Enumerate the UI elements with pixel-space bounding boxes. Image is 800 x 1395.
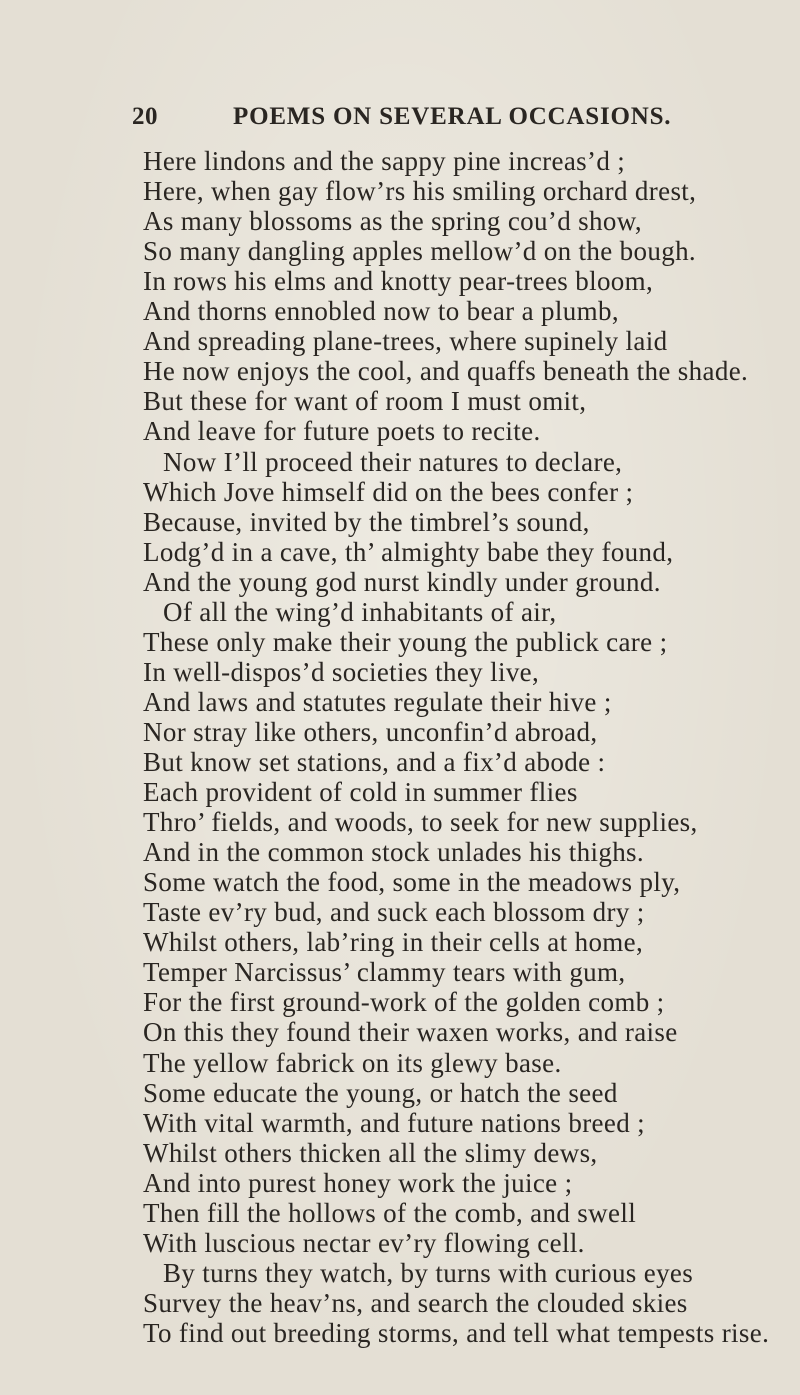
poem-line: Which Jove himself did on the bees confer ; — [143, 477, 634, 507]
poem-line: Survey the heav’ns, and search the clouded skies — [143, 1288, 688, 1318]
poem-line: Some watch the food, some in the meadows ply, — [143, 867, 681, 897]
poem-line: By turns they watch, by turns with curious eyes — [163, 1258, 694, 1288]
poem-line: Here lindons and the sappy pine increas’d ; — [143, 146, 626, 176]
poem-line: And the young god nurst kindly under ground. — [143, 567, 661, 597]
poem-line: For the first ground-work of the golden comb ; — [143, 987, 665, 1017]
poem-line: And into purest honey work the juice ; — [143, 1168, 573, 1198]
poem-line: So many dangling apples mellow’d on the bough. — [143, 236, 697, 266]
poem-line: Now I’ll proceed their natures to declare, — [163, 447, 623, 477]
poem-line: And laws and statutes regulate their hive ; — [143, 687, 612, 717]
poem-line: Because, invited by the timbrel’s sound, — [143, 507, 590, 537]
poem-line: Nor stray like others, unconfin’d abroad, — [143, 717, 598, 747]
poem-line: Of all the wing’d inhabitants of air, — [163, 597, 557, 627]
poem-line: Whilst others, lab’ring in their cells at home, — [143, 927, 644, 957]
poem-line: Thro’ fields, and woods, to seek for new supplies, — [143, 807, 698, 837]
poem-line: Taste ev’ry bud, and suck each blossom dry ; — [143, 897, 645, 927]
poem-line: Temper Narcissus’ clammy tears with gum, — [143, 957, 626, 987]
poem-line: These only make their young the publick care ; — [143, 627, 668, 657]
running-title: POEMS ON SEVERAL OCCASIONS. — [233, 103, 672, 130]
poem-line: With luscious nectar ev’ry flowing cell. — [143, 1228, 585, 1258]
poem-line: Then fill the hollows of the comb, and swell — [143, 1198, 637, 1228]
page-number: 20 — [132, 103, 158, 130]
poem-line: In rows his elms and knotty pear-trees bloom, — [143, 266, 654, 296]
poem-line: And in the common stock unlades his thighs. — [143, 837, 645, 867]
poem-line: Each provident of cold in summer flies — [143, 777, 578, 807]
poem-line: And thorns ennobled now to bear a plumb, — [143, 296, 619, 326]
poem-line: As many blossoms as the spring cou’d show, — [143, 206, 642, 236]
poem-line: Here, when gay flow’rs his smiling orchard drest, — [143, 176, 697, 206]
poem-line: And leave for future poets to recite. — [143, 416, 541, 446]
poem-line: Lodg’d in a cave, th’ almighty babe they found, — [143, 537, 674, 567]
poem-line: Whilst others thicken all the slimy dews, — [143, 1138, 598, 1168]
poem-line: But these for want of room I must omit, — [143, 386, 587, 416]
poem-line: And spreading plane-trees, where supinely laid — [143, 326, 668, 356]
poem-line: With vital warmth, and future nations breed ; — [143, 1108, 646, 1138]
poem-line: In well-dispos’d societies they live, — [143, 657, 540, 687]
poem-line: He now enjoys the cool, and quaffs beneath the shade. — [143, 356, 749, 386]
running-head — [0, 103, 800, 133]
poem-line: To find out breeding storms, and tell what tempests rise. — [143, 1318, 770, 1348]
poem-line: On this they found their waxen works, and raise — [143, 1017, 678, 1047]
poem-line: The yellow fabrick on its glewy base. — [143, 1048, 562, 1078]
poem-line: But know set stations, and a fix’d abode : — [143, 747, 606, 777]
poem-line: Some educate the young, or hatch the seed — [143, 1078, 618, 1108]
